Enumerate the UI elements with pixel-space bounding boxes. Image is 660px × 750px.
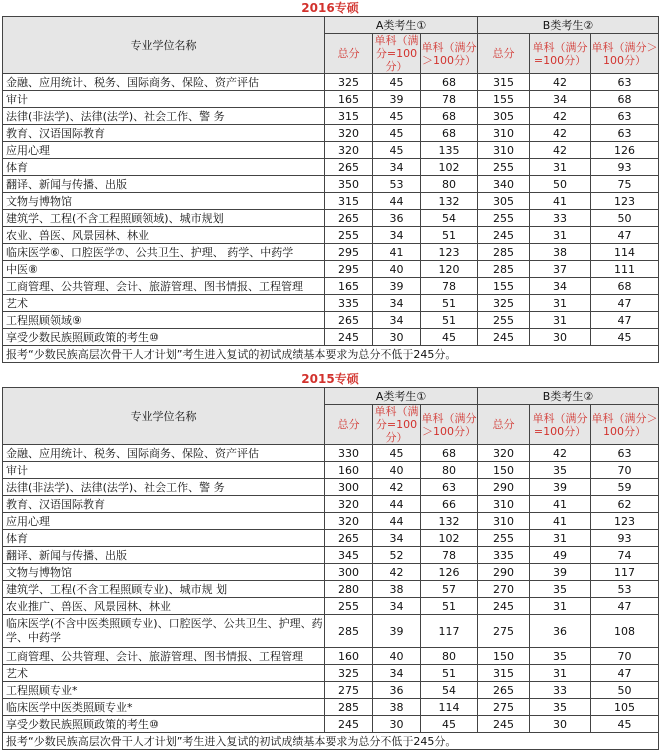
score-cell-b-0: 290 [478,479,530,496]
score-cell-a-0: 320 [325,142,373,159]
score-cell-a-1: 40 [373,462,421,479]
score-cell-a-2: 102 [421,530,478,547]
score-cell-b-1: 49 [530,547,591,564]
score-cell-b-2: 70 [591,462,659,479]
score-cell-a-1: 34 [373,159,421,176]
score-cell-a-2: 78 [421,547,478,564]
score-cell-a-1: 44 [373,193,421,210]
table-row [3,581,659,598]
table-row [3,445,659,462]
sub-header-gt100-a: 单科（满分＞100分） [421,405,478,445]
table-row [3,244,659,261]
table-row [3,479,659,496]
score-cell-a-1: 42 [373,564,421,581]
score-cell-a-2: 45 [421,716,478,733]
table-row [3,530,659,547]
score-cell-b-2: 45 [591,329,659,346]
program-name-cell: 农业推广、兽医、风景园林、林业 [3,598,325,615]
score-cell-a-0: 165 [325,91,373,108]
score-cell-b-1: 35 [530,648,591,665]
score-cell-a-0: 160 [325,648,373,665]
table-row [3,513,659,530]
score-cell-a-0: 315 [325,108,373,125]
score-cell-b-1: 31 [530,227,591,244]
score-cell-b-1: 33 [530,210,591,227]
score-cell-b-2: 126 [591,142,659,159]
table-row [3,682,659,699]
table-row [3,74,659,91]
score-cell-a-2: 66 [421,496,478,513]
score-cell-a-0: 285 [325,615,373,648]
score-cell-b-0: 310 [478,496,530,513]
score-cell-b-2: 68 [591,278,659,295]
sub-header-gt100-a: 单科（满分＞100分） [421,34,478,74]
score-cell-a-1: 39 [373,615,421,648]
score-cell-b-2: 53 [591,581,659,598]
score-cell-b-1: 34 [530,91,591,108]
score-cell-b-0: 275 [478,615,530,648]
score-cell-b-2: 63 [591,445,659,462]
score-cell-b-0: 320 [478,445,530,462]
score-cell-a-1: 39 [373,91,421,108]
column-header-name: 专业学位名称 [3,388,325,445]
table-2015-note: 报考“少数民族高层次骨干人才计划”考生进入复试的初试成绩基本要求为总分不低于245分。 [3,733,659,750]
score-cell-a-1: 34 [373,227,421,244]
program-name-cell: 法律(非法学)、法律(法学)、社会工作、警 务 [3,479,325,496]
score-cell-a-0: 265 [325,530,373,547]
score-cell-a-0: 275 [325,682,373,699]
score-cell-a-1: 38 [373,699,421,716]
score-cell-b-0: 245 [478,329,530,346]
score-cell-a-1: 36 [373,682,421,699]
table-2016-title: 2016专硕 [301,1,359,15]
score-cell-b-1: 35 [530,462,591,479]
table-row [3,462,659,479]
score-cell-b-2: 123 [591,193,659,210]
table-row [3,665,659,682]
table-row [3,142,659,159]
score-cell-a-1: 42 [373,479,421,496]
score-cell-a-0: 350 [325,176,373,193]
score-cell-b-0: 285 [478,244,530,261]
score-cell-a-0: 265 [325,312,373,329]
score-cell-a-1: 34 [373,598,421,615]
score-cell-b-2: 93 [591,159,659,176]
table-2016-body [3,74,659,346]
table-2015-body [3,445,659,733]
score-cell-a-1: 30 [373,329,421,346]
score-cell-a-2: 63 [421,479,478,496]
score-cell-a-0: 300 [325,479,373,496]
score-cell-a-1: 52 [373,547,421,564]
score-cell-a-2: 68 [421,125,478,142]
score-cell-a-0: 160 [325,462,373,479]
score-cell-a-0: 280 [325,581,373,598]
program-name-cell: 临床医学中医类照顾专业* [3,699,325,716]
score-cell-a-0: 255 [325,227,373,244]
score-cell-a-0: 165 [325,278,373,295]
program-name-cell: 建筑学、工程(不含工程照顾领域)、城市规划 [3,210,325,227]
score-cell-b-1: 41 [530,513,591,530]
score-cell-a-1: 34 [373,530,421,547]
program-name-cell: 艺术 [3,295,325,312]
score-cell-b-0: 245 [478,227,530,244]
score-cell-a-0: 315 [325,193,373,210]
program-name-cell: 中医⑧ [3,261,325,278]
score-cell-b-2: 45 [591,716,659,733]
score-cell-b-1: 42 [530,108,591,125]
score-cell-b-0: 310 [478,142,530,159]
score-table-2016 [2,16,659,363]
score-cell-b-0: 340 [478,176,530,193]
table-row [3,108,659,125]
table-2015-title: 2015专硕 [301,372,359,386]
score-cell-a-1: 45 [373,108,421,125]
score-cell-b-1: 33 [530,682,591,699]
score-cell-b-2: 50 [591,210,659,227]
program-name-cell: 工商管理、公共管理、会计、旅游管理、图书情报、工程管理 [3,648,325,665]
program-name-cell: 应用心理 [3,142,325,159]
score-cell-a-0: 285 [325,699,373,716]
table-row [3,329,659,346]
program-name-cell: 体育 [3,530,325,547]
score-cell-a-2: 51 [421,665,478,682]
score-cell-b-2: 70 [591,648,659,665]
score-cell-b-2: 47 [591,598,659,615]
score-cell-a-1: 41 [373,244,421,261]
score-cell-a-2: 114 [421,699,478,716]
score-cell-a-1: 53 [373,176,421,193]
score-cell-b-0: 255 [478,159,530,176]
score-cell-b-0: 255 [478,210,530,227]
score-cell-b-2: 74 [591,547,659,564]
program-name-cell: 体育 [3,159,325,176]
score-cell-a-2: 51 [421,227,478,244]
score-cell-b-1: 31 [530,295,591,312]
score-cell-b-2: 105 [591,699,659,716]
score-cell-a-1: 34 [373,312,421,329]
score-cell-a-1: 45 [373,125,421,142]
table-row [3,295,659,312]
program-name-cell: 翻译、新闻与传播、出版 [3,547,325,564]
group-header-b: B类考生② [478,17,659,34]
score-cell-a-0: 245 [325,716,373,733]
score-cell-b-1: 39 [530,479,591,496]
score-cell-a-2: 78 [421,91,478,108]
table-row [3,210,659,227]
table-row [3,261,659,278]
score-cell-a-0: 295 [325,244,373,261]
score-cell-b-2: 63 [591,125,659,142]
score-cell-b-0: 315 [478,665,530,682]
score-cell-b-2: 63 [591,108,659,125]
program-name-cell: 艺术 [3,665,325,682]
score-cell-b-1: 41 [530,193,591,210]
score-cell-b-1: 30 [530,329,591,346]
score-cell-b-1: 38 [530,244,591,261]
score-cell-a-2: 120 [421,261,478,278]
group-header-a: A类考生① [325,388,478,405]
program-name-cell: 审计 [3,462,325,479]
table-row [3,125,659,142]
table-row [3,227,659,244]
sub-header-total-b: 总分 [478,34,530,74]
program-name-cell: 临床医学⑥、口腔医学⑦、公共卫生、护理、 药学、中药学 [3,244,325,261]
score-cell-b-0: 155 [478,91,530,108]
score-cell-a-0: 245 [325,329,373,346]
score-cell-a-2: 80 [421,462,478,479]
score-cell-b-0: 325 [478,295,530,312]
program-name-cell: 工商管理、公共管理、会计、旅游管理、图书情报、工程管理 [3,278,325,295]
program-name-cell: 农业、兽医、风景园林、林业 [3,227,325,244]
program-name-cell: 建筑学、工程(不含工程照顾专业)、城市规 划 [3,581,325,598]
sub-header-total-a: 总分 [325,405,373,445]
score-cell-b-2: 47 [591,227,659,244]
table-row [3,547,659,564]
score-cell-b-1: 42 [530,125,591,142]
program-name-cell: 文物与博物馆 [3,564,325,581]
score-cell-a-1: 40 [373,648,421,665]
score-cell-b-1: 35 [530,699,591,716]
score-cell-b-1: 30 [530,716,591,733]
score-cell-a-2: 78 [421,278,478,295]
program-name-cell: 享受少数民族照顾政策的考生⑩ [3,329,325,346]
score-cell-b-1: 42 [530,142,591,159]
score-cell-b-2: 62 [591,496,659,513]
program-name-cell: 教育、汉语国际教育 [3,125,325,142]
score-cell-a-1: 40 [373,261,421,278]
score-cell-a-2: 126 [421,564,478,581]
table-row [3,648,659,665]
score-cell-b-2: 111 [591,261,659,278]
score-cell-b-0: 245 [478,598,530,615]
score-cell-a-2: 68 [421,108,478,125]
score-cell-a-0: 325 [325,74,373,91]
sub-header-100-a: 单科（满分=100分） [374,34,419,73]
program-name-cell: 临床医学(不含中医类照顾专业)、口腔医学、公共卫生、护理、药学、中药学 [3,615,325,648]
program-name-cell: 金融、应用统计、税务、国际商务、保险、资产评估 [3,445,325,462]
score-cell-a-1: 30 [373,716,421,733]
score-cell-a-2: 68 [421,445,478,462]
score-cell-a-0: 330 [325,445,373,462]
score-cell-a-1: 36 [373,210,421,227]
score-cell-b-0: 270 [478,581,530,598]
score-cell-a-0: 345 [325,547,373,564]
score-cell-b-0: 275 [478,699,530,716]
score-cell-b-0: 315 [478,74,530,91]
group-header-a: A类考生① [325,17,478,34]
score-cell-a-2: 68 [421,74,478,91]
score-cell-b-1: 31 [530,598,591,615]
score-cell-a-2: 45 [421,329,478,346]
score-cell-a-1: 34 [373,295,421,312]
sub-header-gt100-b: 单科（满分＞100分） [591,34,659,74]
program-name-cell: 享受少数民族照顾政策的考生⑩ [3,716,325,733]
program-name-cell: 教育、汉语国际教育 [3,496,325,513]
score-cell-b-1: 37 [530,261,591,278]
score-cell-b-1: 39 [530,564,591,581]
table-row [3,716,659,733]
table-row [3,699,659,716]
score-cell-b-2: 123 [591,513,659,530]
score-cell-b-0: 285 [478,261,530,278]
score-cell-b-1: 42 [530,445,591,462]
score-cell-a-0: 335 [325,295,373,312]
score-cell-a-0: 320 [325,496,373,513]
program-name-cell: 审计 [3,91,325,108]
score-cell-b-2: 47 [591,665,659,682]
score-cell-a-2: 132 [421,193,478,210]
table-row [3,91,659,108]
score-cell-a-2: 51 [421,598,478,615]
score-cell-a-2: 135 [421,142,478,159]
score-cell-a-2: 54 [421,682,478,699]
score-cell-b-2: 47 [591,312,659,329]
score-cell-a-2: 132 [421,513,478,530]
score-cell-a-2: 54 [421,210,478,227]
score-cell-a-1: 44 [373,513,421,530]
score-cell-a-0: 320 [325,125,373,142]
score-cell-a-2: 102 [421,159,478,176]
score-cell-a-1: 45 [373,142,421,159]
score-cell-b-2: 117 [591,564,659,581]
table-row [3,312,659,329]
score-cell-b-0: 255 [478,530,530,547]
table-row [3,176,659,193]
score-cell-a-1: 45 [373,74,421,91]
score-cell-b-0: 310 [478,125,530,142]
score-cell-a-2: 57 [421,581,478,598]
score-cell-b-1: 31 [530,665,591,682]
score-cell-a-2: 51 [421,312,478,329]
sub-header-100-b: 单科（满分=100分） [530,34,591,74]
score-cell-b-2: 63 [591,74,659,91]
table-row [3,564,659,581]
score-cell-b-1: 41 [530,496,591,513]
score-cell-b-0: 245 [478,716,530,733]
score-cell-a-2: 123 [421,244,478,261]
table-row [3,598,659,615]
score-cell-b-2: 59 [591,479,659,496]
score-cell-a-0: 325 [325,665,373,682]
score-cell-a-0: 255 [325,598,373,615]
score-cell-a-1: 38 [373,581,421,598]
score-cell-b-1: 31 [530,312,591,329]
score-cell-b-0: 150 [478,462,530,479]
score-cell-b-1: 34 [530,278,591,295]
sub-header-total-a: 总分 [325,34,373,74]
score-cell-a-1: 45 [373,445,421,462]
program-name-cell: 翻译、新闻与传播、出版 [3,176,325,193]
table-row [3,496,659,513]
score-cell-a-2: 80 [421,176,478,193]
score-cell-a-0: 295 [325,261,373,278]
score-cell-a-2: 117 [421,615,478,648]
table-row [3,615,659,648]
score-cell-b-2: 50 [591,682,659,699]
score-cell-b-1: 50 [530,176,591,193]
program-name-cell: 工程照顾专业* [3,682,325,699]
score-cell-a-2: 51 [421,295,478,312]
program-name-cell: 法律(非法学)、法律(法学)、社会工作、警 务 [3,108,325,125]
score-cell-b-0: 335 [478,547,530,564]
table-row [3,193,659,210]
score-cell-a-1: 44 [373,496,421,513]
score-cell-b-2: 68 [591,91,659,108]
score-cell-a-0: 265 [325,159,373,176]
program-name-cell: 工程照顾领域⑨ [3,312,325,329]
score-cell-b-0: 255 [478,312,530,329]
score-cell-b-2: 47 [591,295,659,312]
sub-header-100-b: 单科（满分=100分） [530,405,591,445]
score-cell-a-2: 80 [421,648,478,665]
program-name-cell: 应用心理 [3,513,325,530]
score-cell-b-1: 35 [530,581,591,598]
score-cell-b-2: 75 [591,176,659,193]
group-header-b: B类考生② [478,388,659,405]
table-2016-note: 报考“少数民族高层次骨干人才计划”考生进入复试的初试成绩基本要求为总分不低于245分。 [3,346,659,363]
score-cell-b-0: 305 [478,193,530,210]
score-cell-b-1: 36 [530,615,591,648]
table-row [3,159,659,176]
score-table-2015 [2,387,659,750]
score-cell-b-1: 31 [530,159,591,176]
score-cell-a-0: 265 [325,210,373,227]
score-cell-b-2: 114 [591,244,659,261]
program-name-cell: 文物与博物馆 [3,193,325,210]
score-cell-b-1: 31 [530,530,591,547]
score-cell-b-2: 93 [591,530,659,547]
score-cell-b-1: 42 [530,74,591,91]
score-cell-b-0: 305 [478,108,530,125]
sub-header-gt100-b: 单科（满分＞100分） [591,405,659,445]
score-cell-b-0: 310 [478,513,530,530]
score-cell-b-0: 155 [478,278,530,295]
sub-header-total-b: 总分 [478,405,530,445]
score-cell-a-0: 300 [325,564,373,581]
table-row [3,278,659,295]
program-name-cell: 金融、应用统计、税务、国际商务、保险、资产评估 [3,74,325,91]
score-cell-b-0: 150 [478,648,530,665]
score-cell-b-2: 108 [591,615,659,648]
score-cell-b-0: 265 [478,682,530,699]
score-cell-a-1: 39 [373,278,421,295]
score-cell-b-0: 290 [478,564,530,581]
sub-header-100-a: 单科（满分=100分） [374,405,419,444]
column-header-name: 专业学位名称 [3,17,325,74]
score-cell-a-1: 34 [373,665,421,682]
score-cell-a-0: 320 [325,513,373,530]
